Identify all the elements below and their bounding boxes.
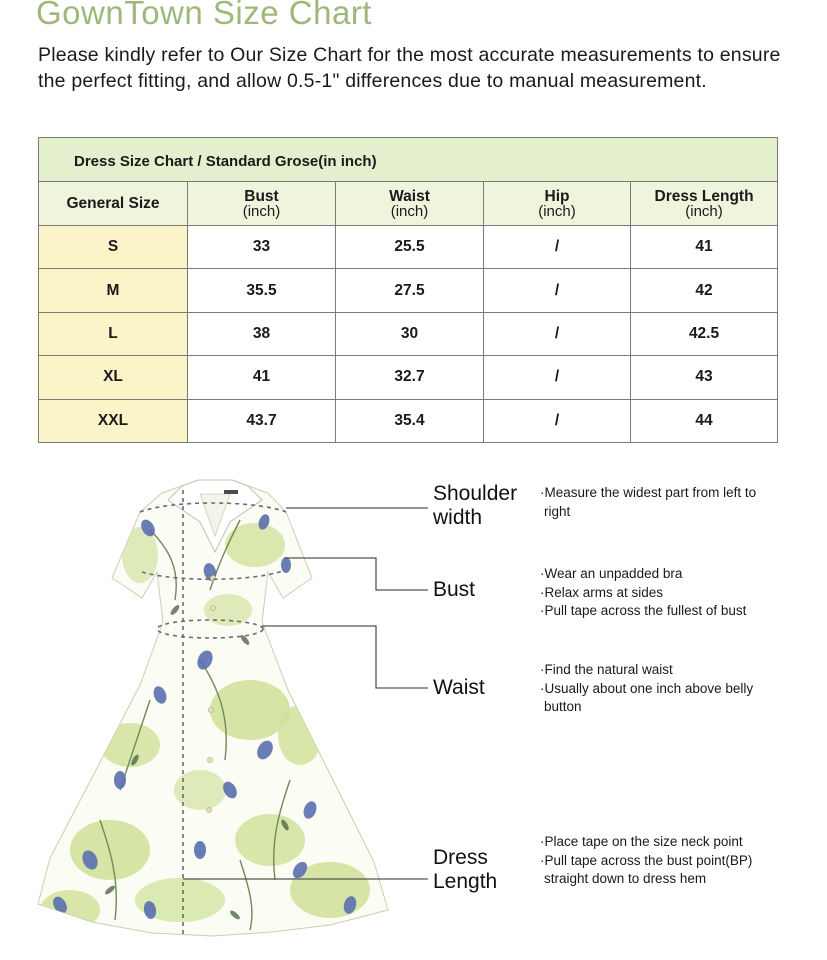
- header-hip: Hip (inch): [484, 182, 631, 226]
- table-row: [39, 226, 778, 269]
- size-cell: XXL: [39, 399, 188, 442]
- length-cell: 43: [631, 356, 778, 399]
- table-header-row: [39, 182, 778, 226]
- bust-cell: 41: [188, 356, 336, 399]
- dress-length-label: Dress Length: [433, 846, 498, 893]
- waist-cell: 25.5: [336, 226, 484, 269]
- bust-cell: 35.5: [188, 269, 336, 312]
- bust-description: ·Wear an unpadded bra ·Relax arms at sides ·Pull tape across the fullest of bust: [540, 566, 747, 618]
- bust-cell: 33: [188, 226, 336, 269]
- waist-description: ·Find the natural waist ·Usually about one inch above belly button: [540, 662, 754, 714]
- hip-cell: /: [484, 399, 631, 442]
- shoulder-width-description: ·Measure the widest part from left to right: [540, 485, 757, 519]
- size-cell: M: [39, 269, 188, 312]
- measurement-figure: [0, 460, 827, 960]
- hip-cell: /: [484, 312, 631, 355]
- length-cell: 44: [631, 399, 778, 442]
- intro-text: Please kindly refer to Our Size Chart for the most accurate measurements to ensure the perfect fitting, and allow 0.5-1" differences due to manual measurement.: [38, 44, 781, 92]
- hip-cell: /: [484, 356, 631, 399]
- size-cell: L: [39, 312, 188, 355]
- length-cell: 42.5: [631, 312, 778, 355]
- table-row: [39, 399, 778, 442]
- waist-cell: 30: [336, 312, 484, 355]
- size-chart-table: [38, 137, 778, 443]
- bust-cell: 38: [188, 312, 336, 355]
- header-bust: Bust (inch): [188, 182, 336, 226]
- hip-cell: /: [484, 226, 631, 269]
- size-cell: XL: [39, 356, 188, 399]
- header-waist: Waist (inch): [336, 182, 484, 226]
- shoulder-width-label: Shoulder width: [433, 482, 518, 529]
- waist-cell: 27.5: [336, 269, 484, 312]
- page-title: GownTown Size Chart: [36, 0, 372, 31]
- waist-cell: 35.4: [336, 399, 484, 442]
- table-row: [39, 269, 778, 312]
- bust-cell: 43.7: [188, 399, 336, 442]
- waist-cell: 32.7: [336, 356, 484, 399]
- length-cell: 41: [631, 226, 778, 269]
- hip-cell: /: [484, 269, 631, 312]
- table-row: [39, 312, 778, 355]
- header-general-size: General Size: [39, 182, 188, 226]
- table-caption: Dress Size Chart / Standard Grose(in inch): [39, 138, 778, 182]
- waist-label: Waist: [433, 676, 485, 699]
- header-dress-length: Dress Length (inch): [631, 182, 778, 226]
- size-cell: S: [39, 226, 188, 269]
- length-cell: 42: [631, 269, 778, 312]
- dress-length-description: ·Place tape on the size neck point ·Pull tape across the bust point(BP) straight down to dress hem: [540, 834, 753, 886]
- table-row: [39, 356, 778, 399]
- bust-label: Bust: [433, 578, 476, 601]
